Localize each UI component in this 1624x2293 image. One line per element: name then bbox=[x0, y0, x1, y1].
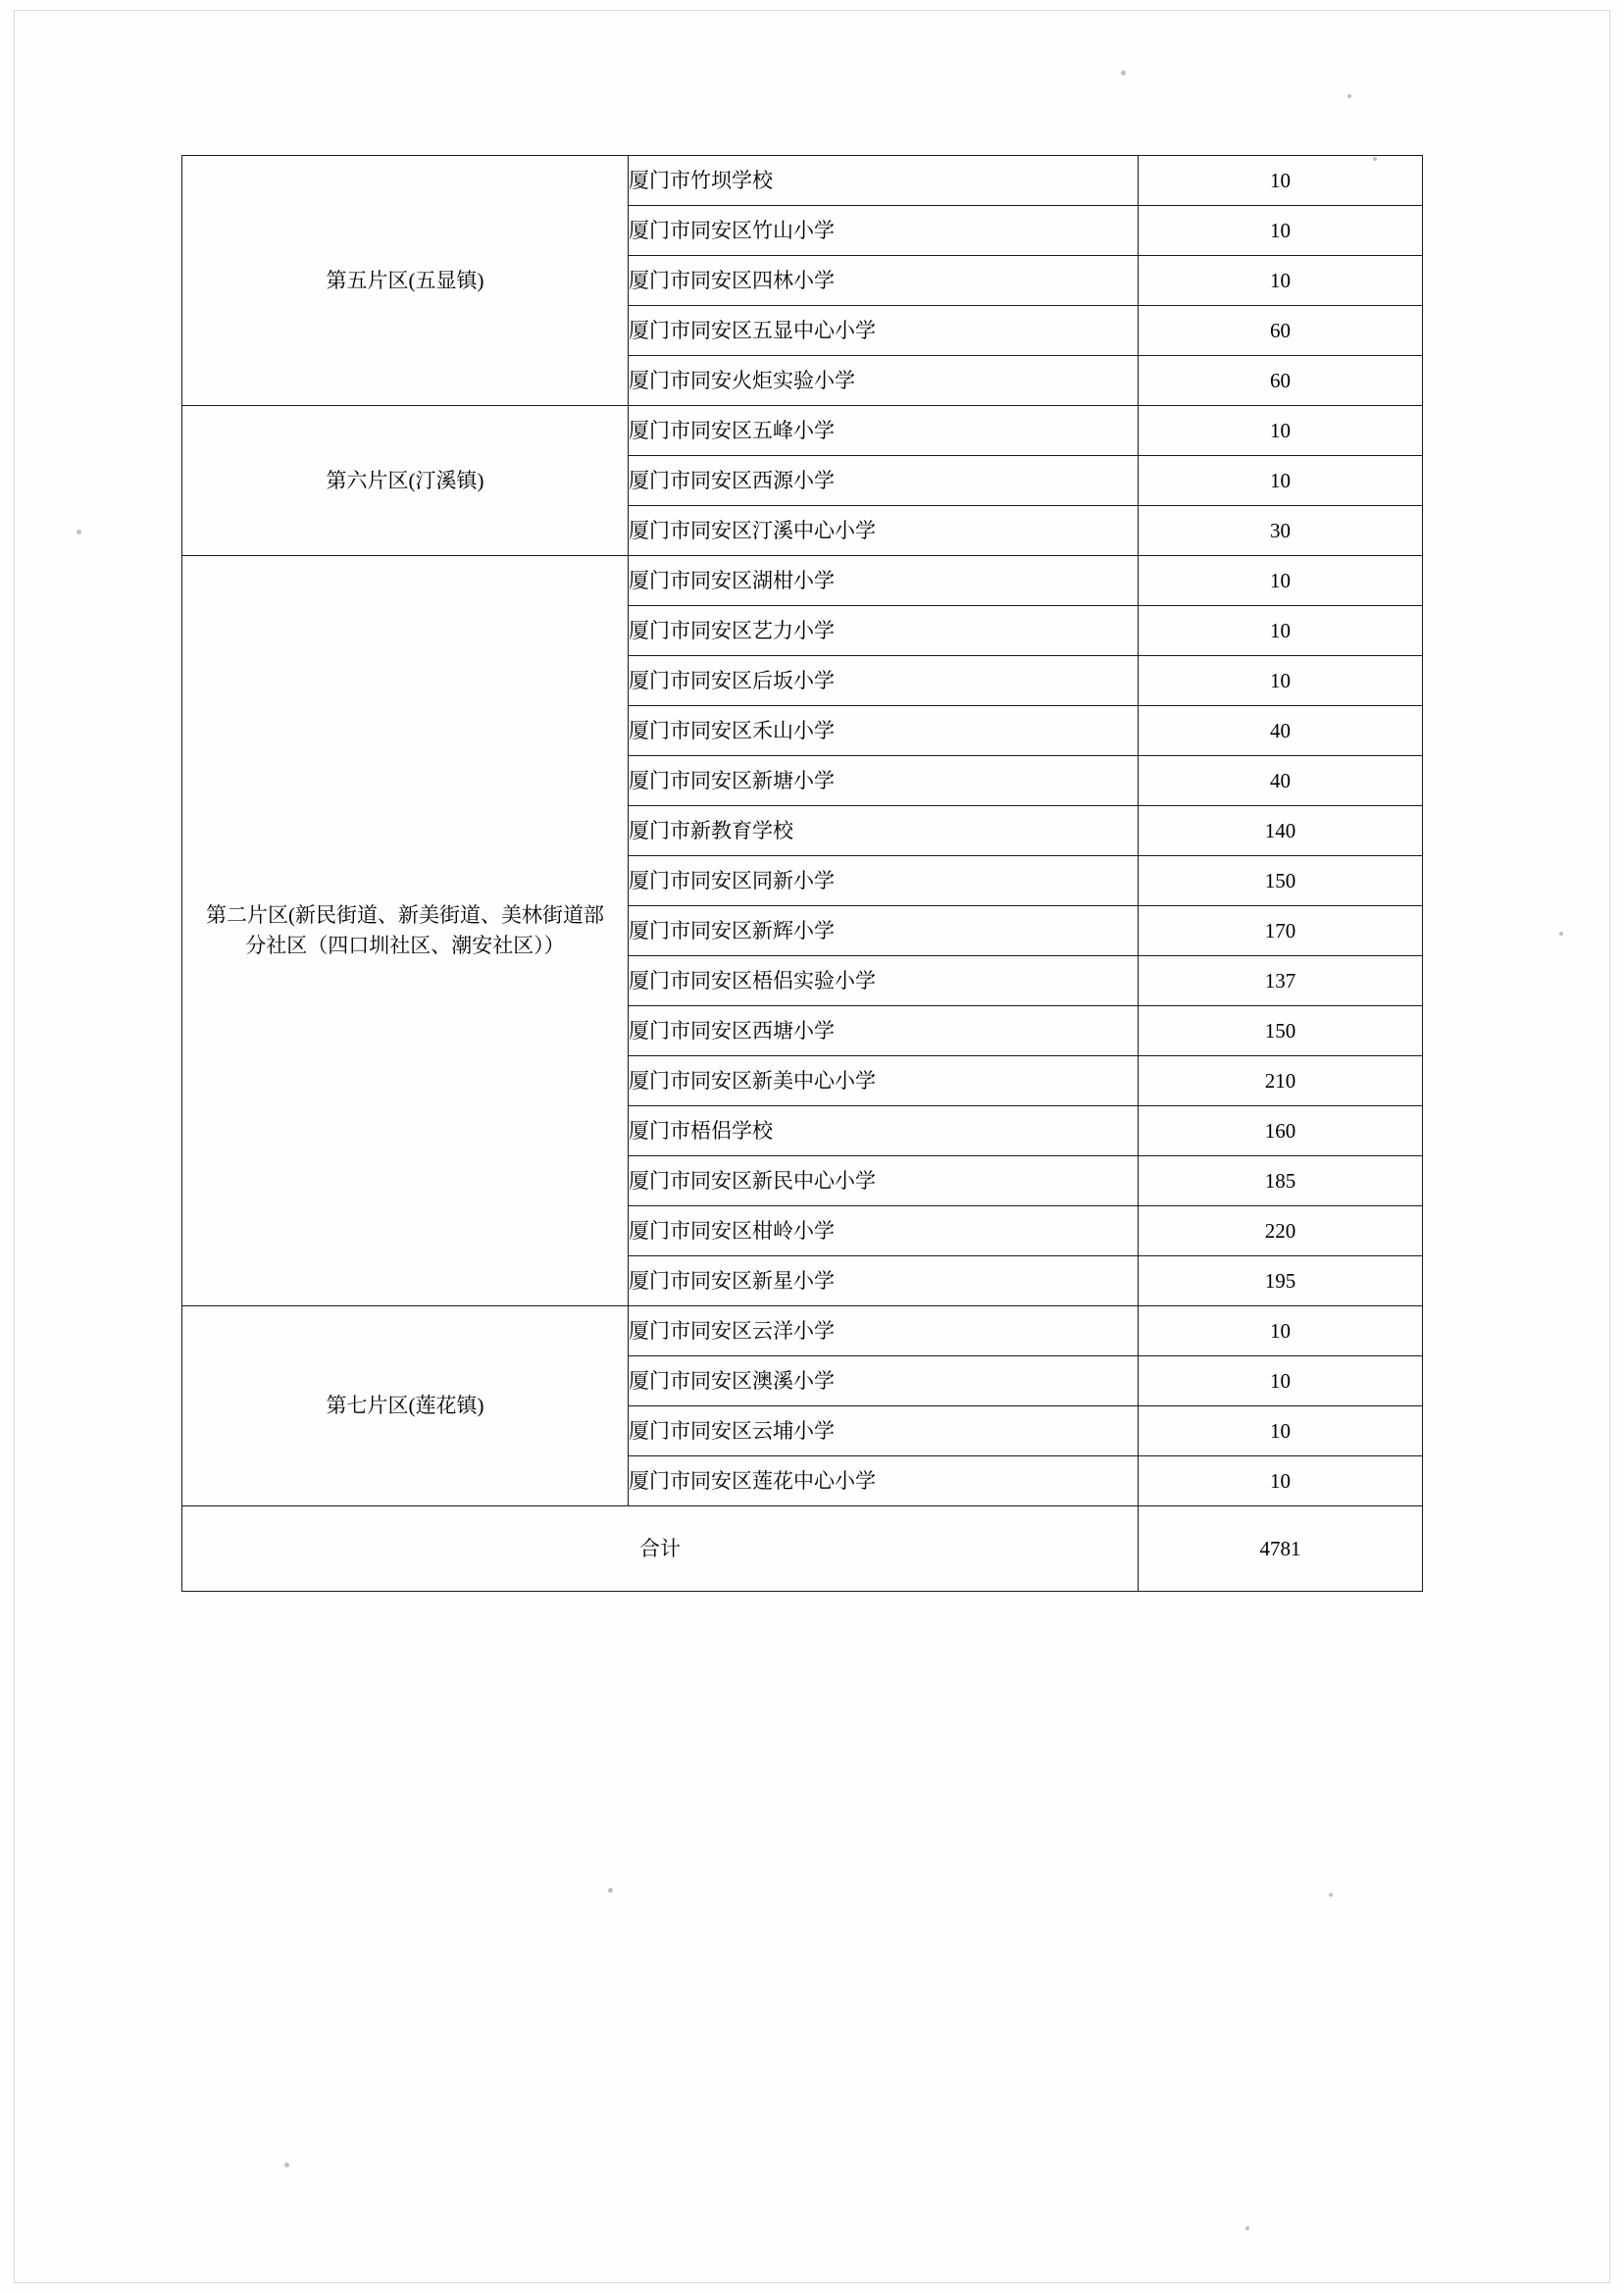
table-body bbox=[182, 156, 1423, 1592]
school-name-cell: 厦门市同安区新辉小学 bbox=[629, 906, 1139, 956]
school-name-cell: 厦门市新教育学校 bbox=[629, 806, 1139, 856]
plan-number-cell: 10 bbox=[1139, 656, 1423, 706]
scan-speck bbox=[284, 2163, 289, 2167]
school-name-cell: 厦门市同安区禾山小学 bbox=[629, 706, 1139, 756]
school-name-cell: 厦门市同安区艺力小学 bbox=[629, 606, 1139, 656]
area-cell: 第七片区(莲花镇) bbox=[182, 1306, 629, 1506]
school-name-cell: 厦门市同安火炬实验小学 bbox=[629, 356, 1139, 406]
scan-speck bbox=[1121, 71, 1126, 76]
table-row bbox=[182, 156, 1423, 206]
school-plan-table bbox=[181, 155, 1423, 1592]
school-name-cell: 厦门市同安区新民中心小学 bbox=[629, 1156, 1139, 1206]
table-row bbox=[182, 1306, 1423, 1356]
total-row bbox=[182, 1506, 1423, 1592]
plan-number-cell: 220 bbox=[1139, 1206, 1423, 1256]
area-line: 分社区（四口圳社区、潮安社区）） bbox=[245, 934, 565, 957]
area-line: 第二片区(新民街道、新美街道、美林街道部 bbox=[206, 902, 604, 927]
school-name-cell: 厦门市同安区湖柑小学 bbox=[629, 556, 1139, 606]
area-cell bbox=[182, 556, 629, 1306]
plan-number-cell: 10 bbox=[1139, 1456, 1423, 1506]
plan-number-cell: 140 bbox=[1139, 806, 1423, 856]
plan-number-cell: 137 bbox=[1139, 956, 1423, 1006]
area-cell: 第五片区(五显镇) bbox=[182, 156, 629, 406]
plan-number-cell: 10 bbox=[1139, 556, 1423, 606]
plan-number-cell: 10 bbox=[1139, 606, 1423, 656]
school-name-cell: 厦门市同安区云埔小学 bbox=[629, 1406, 1139, 1456]
total-value-cell: 4781 bbox=[1139, 1506, 1423, 1592]
scan-speck bbox=[1329, 1893, 1333, 1897]
school-name-cell: 厦门市同安区梧侣实验小学 bbox=[629, 956, 1139, 1006]
plan-number-cell: 210 bbox=[1139, 1056, 1423, 1106]
scan-speck bbox=[76, 530, 81, 535]
plan-number-cell: 10 bbox=[1139, 256, 1423, 306]
school-name-cell: 厦门市同安区西塘小学 bbox=[629, 1006, 1139, 1056]
scan-speck bbox=[608, 1888, 613, 1893]
school-name-cell: 厦门市同安区后坂小学 bbox=[629, 656, 1139, 706]
plan-number-cell: 60 bbox=[1139, 356, 1423, 406]
plan-number-cell: 10 bbox=[1139, 206, 1423, 256]
plan-number-cell: 10 bbox=[1139, 1406, 1423, 1456]
school-name-cell: 厦门市同安区柑岭小学 bbox=[629, 1206, 1139, 1256]
area-cell: 第六片区(汀溪镇) bbox=[182, 406, 629, 556]
plan-number-cell: 10 bbox=[1139, 406, 1423, 456]
plan-number-cell: 195 bbox=[1139, 1256, 1423, 1306]
school-name-cell: 厦门市同安区莲花中心小学 bbox=[629, 1456, 1139, 1506]
school-name-cell: 厦门市同安区五峰小学 bbox=[629, 406, 1139, 456]
plan-number-cell: 10 bbox=[1139, 156, 1423, 206]
school-name-cell: 厦门市同安区同新小学 bbox=[629, 856, 1139, 906]
plan-number-cell: 185 bbox=[1139, 1156, 1423, 1206]
school-name-cell: 厦门市梧侣学校 bbox=[629, 1106, 1139, 1156]
plan-number-cell: 40 bbox=[1139, 756, 1423, 806]
table-row bbox=[182, 556, 1423, 606]
school-name-cell: 厦门市竹坝学校 bbox=[629, 156, 1139, 206]
school-name-cell: 厦门市同安区云洋小学 bbox=[629, 1306, 1139, 1356]
plan-number-cell: 10 bbox=[1139, 1306, 1423, 1356]
school-name-cell: 厦门市同安区四林小学 bbox=[629, 256, 1139, 306]
plan-number-cell: 30 bbox=[1139, 506, 1423, 556]
plan-number-cell: 10 bbox=[1139, 456, 1423, 506]
plan-number-cell: 170 bbox=[1139, 906, 1423, 956]
plan-number-cell: 40 bbox=[1139, 706, 1423, 756]
scan-speck bbox=[1347, 94, 1351, 98]
school-name-cell: 厦门市同安区澳溪小学 bbox=[629, 1356, 1139, 1406]
scan-speck bbox=[1559, 932, 1563, 936]
plan-number-cell: 150 bbox=[1139, 1006, 1423, 1056]
total-label-cell: 合计 bbox=[182, 1506, 1139, 1592]
table-row bbox=[182, 406, 1423, 456]
school-plan-table-container bbox=[181, 155, 1422, 1592]
plan-number-cell: 10 bbox=[1139, 1356, 1423, 1406]
school-name-cell: 厦门市同安区西源小学 bbox=[629, 456, 1139, 506]
school-name-cell: 厦门市同安区新美中心小学 bbox=[629, 1056, 1139, 1106]
school-name-cell: 厦门市同安区汀溪中心小学 bbox=[629, 506, 1139, 556]
plan-number-cell: 150 bbox=[1139, 856, 1423, 906]
school-name-cell: 厦门市同安区新星小学 bbox=[629, 1256, 1139, 1306]
school-name-cell: 厦门市同安区竹山小学 bbox=[629, 206, 1139, 256]
school-name-cell: 厦门市同安区五显中心小学 bbox=[629, 306, 1139, 356]
plan-number-cell: 160 bbox=[1139, 1106, 1423, 1156]
school-name-cell: 厦门市同安区新塘小学 bbox=[629, 756, 1139, 806]
scan-speck bbox=[1245, 2226, 1249, 2230]
plan-number-cell: 60 bbox=[1139, 306, 1423, 356]
